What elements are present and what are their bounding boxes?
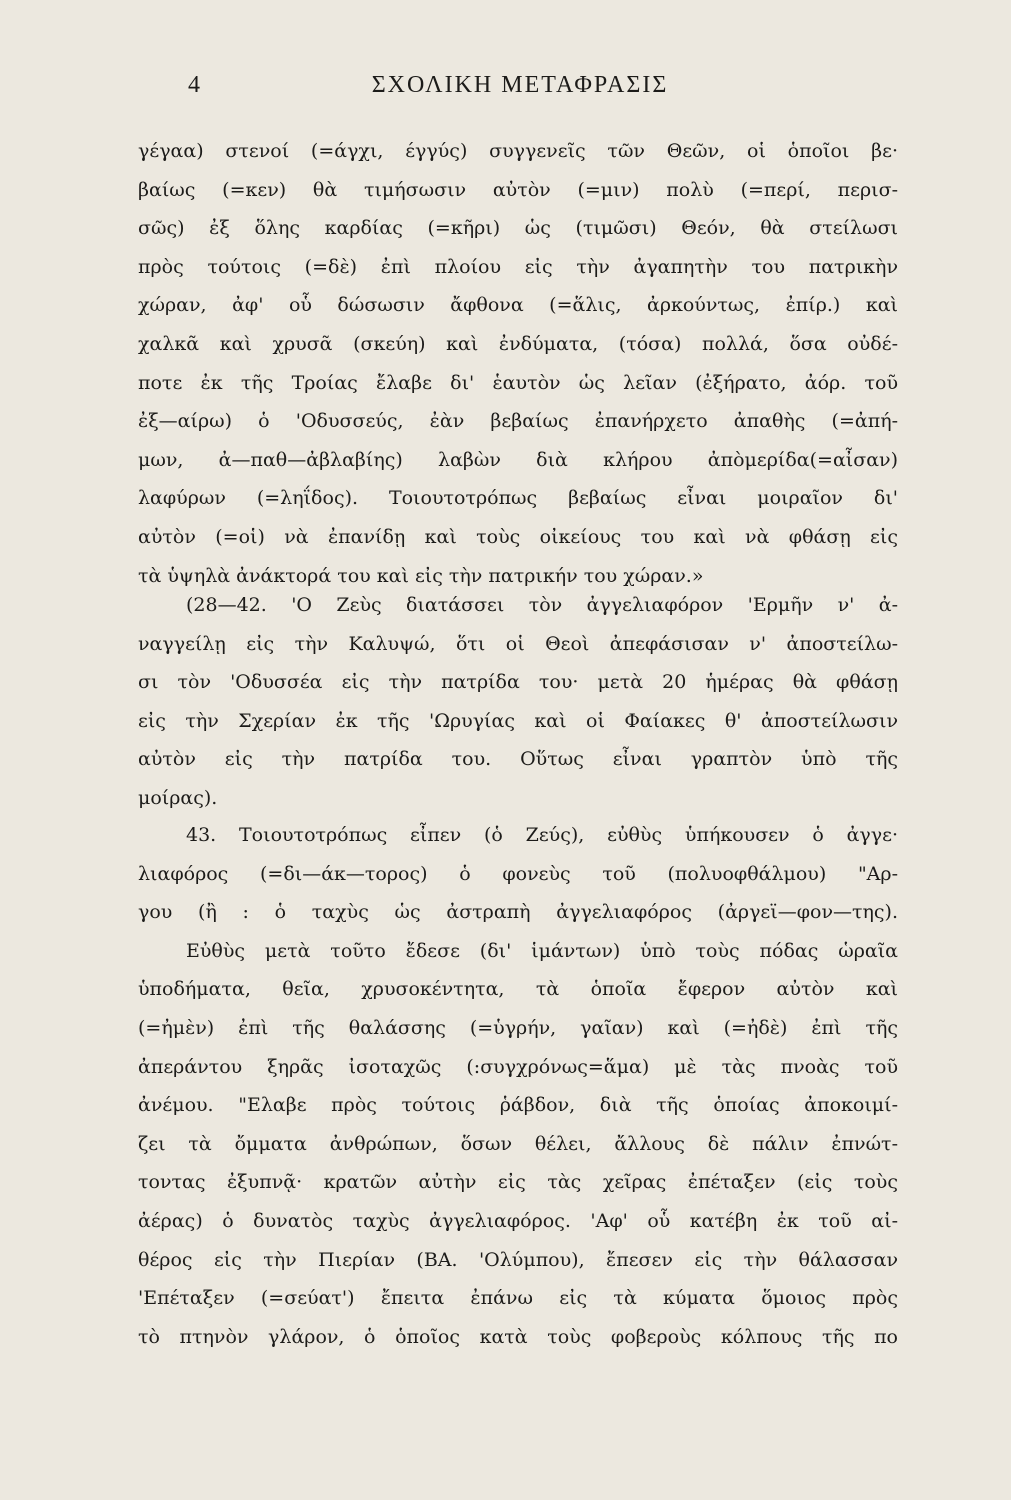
text-line: λιαφόρος (=δι—άκ—τορος) ὁ φονεὺς τοῦ (πολυοφθάλμου) "Αρ- bbox=[138, 862, 898, 885]
text-line: ἀπεράντου ξηρᾶς ἰσοταχῶς (:συγχρόνως=ἅμα) μὲ τὰς πνοὰς τοῦ bbox=[138, 1055, 898, 1078]
text-line: τὰ ὑψηλὰ ἀνάκτορά του καὶ εἰς τὴν πατρικήν του χώραν.» bbox=[138, 564, 704, 587]
text-line: ποτε ἐκ τῆς Τροίας ἔλαβε δι' ἑαυτὸν ὡς λεῖαν (ἐξήρατο, ἀόρ. τοῦ bbox=[138, 371, 898, 394]
text-line: θέρος εἰς τὴν Πιερίαν (ΒΑ. 'Ολύμπου), ἔπεσεν εἰς τὴν θάλασσαν bbox=[138, 1248, 898, 1271]
text-line: ἀνέμου. "Ελαβε πρὸς τούτοις ῥάβδον, διὰ τῆς ὁποίας ἀποκοιμί- bbox=[138, 1094, 898, 1117]
text-line: ἐξ—αίρω) ὁ 'Οδυσσεύς, ἐὰν βεβαίως ἐπανήρχετο ἀπαθὴς (=ἀπή- bbox=[138, 410, 898, 433]
text-line: 43. Τοιουτοτρόπως εἶπεν (ὁ Ζεύς), εὐθὺς ὑπήκουσεν ὁ ἀγγε· bbox=[186, 824, 898, 846]
text-line: ὑποδήματα, θεῖα, χρυσοκέντητα, τὰ ὁποῖα ἔφερον αὐτὸν καὶ bbox=[138, 978, 898, 1001]
text-line: 'Επέταξεν (=σεύατ') ἔπειτα ἐπάνω εἰς τὰ κύματα ὅμοιος πρὸς bbox=[138, 1287, 898, 1310]
text-line: χαλκᾶ καὶ χρυσᾶ (σκεύη) καὶ ἐνδύματα, (τόσα) πολλά, ὅσα οὐδέ- bbox=[138, 332, 898, 355]
text-line: αὐτὸν (=οἱ) νὰ ἐπανίδῃ καὶ τοὺς οἰκείους του καὶ νὰ φθάσῃ εἰς bbox=[138, 525, 898, 548]
text-line: σι τὸν 'Οδυσσέα εἰς τὴν πατρίδα του· μετὰ 20 ἡμέρας θὰ φθάσῃ bbox=[138, 671, 898, 694]
text-line: γου (ἢ : ὁ ταχὺς ὡς ἀστραπὴ ἀγγελιαφόρος (ἀργεϊ—φον—της). bbox=[138, 901, 898, 924]
text-line: χώραν, ἀφ' οὗ δώσωσιν ἄφθονα (=ἅλις, ἀρκούντως, ἐπίρ.) καὶ bbox=[138, 294, 898, 317]
text-line: λαφύρων (=ληΐδος). Τοιουτοτρόπως βεβαίως εἶναι μοιραῖον δι' bbox=[138, 487, 898, 510]
text-line: γέγαα) στενοί (=άγχι, έγγύς) συγγενεῖς τῶν Θεῶν, οἱ ὁποῖοι βε· bbox=[138, 140, 898, 162]
text-line: ναγγείλῃ εἰς τὴν Καλυψώ, ὅτι οἱ Θεοὶ ἀπεφάσισαν ν' ἀποστείλω- bbox=[138, 632, 898, 655]
text-line: αὐτὸν εἰς τὴν πατρίδα του. Οὕτως εἶναι γραπτὸν ὑπὸ τῆς bbox=[138, 748, 898, 771]
text-line: πρὸς τούτοις (=δὲ) ἐπὶ πλοίου εἰς τὴν ἀγαπητὴν του πατρικὴν bbox=[138, 255, 898, 278]
text-line: σῶς) ἐξ ὅλης καρδίας (=κῆρι) ὡς (τιμῶσι) Θεόν, θὰ στείλωσι bbox=[138, 217, 898, 240]
page-number: 4 bbox=[188, 72, 200, 98]
text-line: ζει τὰ ὄμματα ἀνθρώπων, ὅσων θέλει, ἄλλους δὲ πάλιν ἐπνώτ- bbox=[138, 1132, 898, 1155]
paragraph-commentary-continued bbox=[138, 132, 898, 595]
text-line: Εὐθὺς μετὰ τοῦτο ἔδεσε (δι' ἱμάντων) ὑπὸ τοὺς πόδας ὡραῖα bbox=[186, 939, 898, 962]
paragraph-verse-43 bbox=[138, 816, 898, 1356]
text-line: μοίρας). bbox=[138, 786, 218, 809]
text-line: τὸ πτηνὸν γλάρον, ὁ ὁποῖος κατὰ τοὺς φοβεροὺς κόλπους τῆς πο bbox=[138, 1325, 898, 1348]
text-line: βαίως (=κεν) θὰ τιμήσωσιν αὐτὸν (=μιν) πολὺ (=περί, περισ- bbox=[138, 178, 898, 201]
text-line: (=ἠμὲν) ἐπὶ τῆς θαλάσσης (=ὑγρήν, γαῖαν) καὶ (=ἠδὲ) ἐπὶ τῆς bbox=[138, 1016, 898, 1039]
paragraph-summary-28-42 bbox=[138, 586, 898, 818]
text-line: τοντας ἐξυπνᾷ· κρατῶν αὐτὴν εἰς τὰς χεῖρας ἐπέταξεν (εἰς τοὺς bbox=[138, 1171, 898, 1194]
running-title: ΣΧΟΛΙΚΗ ΜΕΤΑΦΡΑΣΙΣ bbox=[371, 72, 669, 98]
text-line: (28—42. 'Ο Ζεὺς διατάσσει τὸν ἀγγελιαφόρον 'Ερμῆν ν' ἀ- bbox=[186, 594, 898, 616]
text-line: εἰς τὴν Σχερίαν ἐκ τῆς 'Ωρυγίας καὶ οἱ Φαίακες θ' ἀποστείλωσιν bbox=[138, 709, 898, 732]
text-line: ἀέρας) ὁ δυνατὸς ταχὺς ἀγγελιαφόρος. 'Αφ' οὗ κατέβη ἐκ τοῦ αἰ- bbox=[138, 1209, 898, 1232]
page-header bbox=[0, 72, 1011, 112]
text-line: μων, ἀ—παθ—ἀβλαβίης) λαβὼν διὰ κλήρου ἀπὸμερίδα(=αἶσαν) bbox=[138, 448, 898, 471]
